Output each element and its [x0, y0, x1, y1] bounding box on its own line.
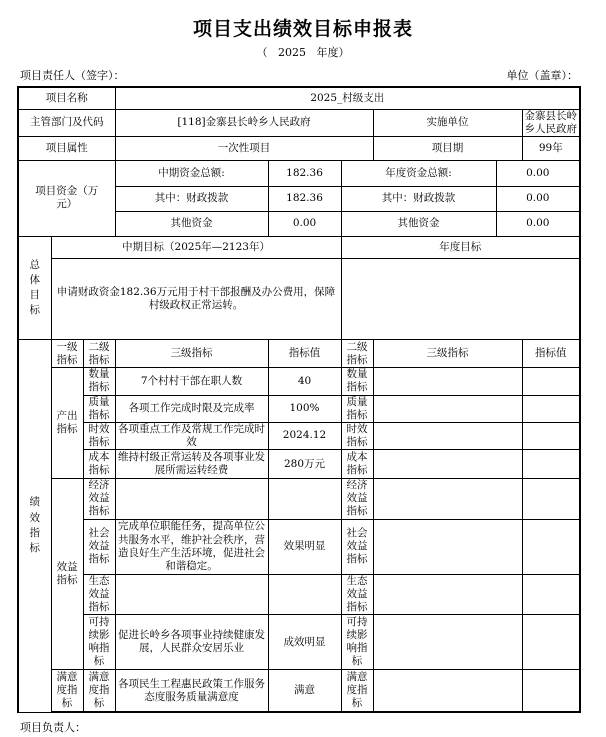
r-lvl2-cell: 经济效益指标 [341, 479, 373, 519]
r-lvl2-cell: 满意度指标 [341, 670, 373, 712]
lvl3-cell: 7个村村干部在职人数 [115, 368, 268, 395]
dept-row [18, 109, 580, 136]
performance-indicators-label: 绩效指标 [18, 340, 51, 712]
r-lvl3-cell [373, 368, 522, 395]
value-cell: 效果明显 [268, 519, 341, 574]
table-row [18, 670, 580, 712]
effect-indicators-label: 效益指标 [51, 479, 83, 670]
r-value-cell [522, 615, 580, 670]
mid-goal-text: 申请财政资金182.36万元用于村干部报酬及办公费用，保障村级政权正常运转。 [51, 259, 341, 340]
table-row [18, 450, 580, 479]
r-lvl3-cell [373, 519, 522, 574]
period-value: 99年 [522, 136, 580, 160]
r-value-cell [522, 479, 580, 519]
dept-label: 主管部门及代码 [18, 109, 115, 136]
year-open: （ [256, 46, 268, 59]
table-row [18, 368, 580, 395]
annual-total-label: 年度资金总额: [341, 160, 496, 186]
goals-header-row [18, 237, 580, 259]
r-lvl2-header: 二级指标 [341, 340, 373, 368]
perf-header-row [18, 340, 580, 368]
table-row [18, 395, 580, 422]
r-lvl3-cell [373, 615, 522, 670]
year-line [0, 44, 606, 60]
project-leader-label: 项目负责人： [20, 721, 86, 734]
lvl3-cell: 各项重点工作及常规工作完成时效 [115, 422, 268, 449]
r-value-cell [522, 670, 580, 712]
lvl2-cell: 数量指标 [83, 368, 115, 395]
r-lvl3-cell [373, 479, 522, 519]
r-value-cell [522, 450, 580, 479]
lvl3-cell [115, 574, 268, 614]
mid-total-value: 182.36 [268, 160, 341, 186]
lvl3-cell: 促进长岭乡各项事业持续健康发展，人民群众安居乐业 [115, 615, 268, 670]
r-value-cell [522, 395, 580, 422]
lvl2-cell: 满意度指标 [83, 670, 115, 712]
lvl1-header: 一级指标 [51, 340, 83, 368]
period-label: 项目期 [373, 136, 522, 160]
table-row [18, 519, 580, 574]
lvl3-header: 三级指标 [115, 340, 268, 368]
project-name-value: 2025_村级支出 [115, 87, 580, 109]
lvl2-cell: 可持续影响指标 [83, 615, 115, 670]
r-lvl3-cell [373, 395, 522, 422]
funds-total-row [18, 160, 580, 186]
value-cell [268, 574, 341, 614]
value-cell: 40 [268, 368, 341, 395]
goals-content-row [18, 259, 580, 340]
r-lvl2-cell: 可持续影响指标 [341, 615, 373, 670]
year-unit: 年度） [316, 46, 350, 59]
impl-unit-label: 实施单位 [373, 109, 522, 136]
r-lvl2-cell: 生态效益指标 [341, 574, 373, 614]
value-cell: 2024.12 [268, 422, 341, 449]
lvl2-cell: 生态效益指标 [83, 574, 115, 614]
r-lvl2-cell: 时效指标 [341, 422, 373, 449]
value-header: 指标值 [268, 340, 341, 368]
mid-fiscal-value: 182.36 [268, 186, 341, 211]
lvl2-cell: 质量指标 [83, 395, 115, 422]
r-lvl2-cell: 质量指标 [341, 395, 373, 422]
value-cell: 280万元 [268, 450, 341, 479]
value-cell [268, 479, 341, 519]
lvl2-cell: 经济效益指标 [83, 479, 115, 519]
mid-fiscal-label: 其中：财政拨款 [115, 186, 268, 211]
table-row [18, 574, 580, 614]
r-lvl3-cell [373, 574, 522, 614]
r-value-cell [522, 422, 580, 449]
mid-total-label: 中期资金总额: [115, 160, 268, 186]
performance-form-table [17, 86, 581, 713]
table-row [18, 615, 580, 670]
lvl2-cell: 成本指标 [83, 450, 115, 479]
lvl3-cell: 维持村级正常运转及各项事业发展所需运转经费 [115, 450, 268, 479]
r-lvl2-cell: 数量指标 [341, 368, 373, 395]
r-value-header: 指标值 [522, 340, 580, 368]
lvl2-cell: 社会效益指标 [83, 519, 115, 574]
table-row [18, 422, 580, 449]
annual-fiscal-label: 其中：财政拨款 [341, 186, 496, 211]
output-indicators-label: 产出指标 [51, 368, 83, 479]
lvl2-cell: 时效指标 [83, 422, 115, 449]
value-cell: 成效明显 [268, 615, 341, 670]
annual-other-label: 其他资金 [341, 211, 496, 236]
annual-goal-text [341, 259, 580, 340]
r-value-cell [522, 368, 580, 395]
value-cell: 100% [268, 395, 341, 422]
annual-goal-header: 年度目标 [341, 237, 580, 259]
satisfaction-indicators-label: 满意度指标 [51, 670, 83, 712]
r-lvl3-cell [373, 422, 522, 449]
lvl3-cell: 各项民生工程惠民政策工作服务态度服务质量满意度 [115, 670, 268, 712]
project-name-label: 项目名称 [18, 87, 115, 109]
lvl2-header: 二级指标 [83, 340, 115, 368]
responsible-signature-label: 项目责任人（签字）： [20, 69, 125, 82]
attr-label: 项目属性 [18, 136, 115, 160]
unit-seal-label: 单位（盖章）： [506, 69, 578, 82]
annual-fiscal-value: 0.00 [496, 186, 580, 211]
r-lvl3-cell [373, 670, 522, 712]
lvl3-cell: 各项工作完成时限及完成率 [115, 395, 268, 422]
r-value-cell [522, 574, 580, 614]
lvl3-cell: 完成单位职能任务，提高单位公共服务水平，维护社会秩序，营造良好生产生活环境，促进社会和谐稳定。 [115, 519, 268, 574]
page-title: 项目支出绩效目标申报表 [192, 18, 413, 40]
attr-value: 一次性项目 [115, 136, 373, 160]
mid-other-label: 其他资金 [115, 211, 268, 236]
mid-other-value: 0.00 [268, 211, 341, 236]
lvl3-cell [115, 479, 268, 519]
funds-label: 项目资金（万元） [18, 160, 115, 236]
r-lvl3-cell [373, 450, 522, 479]
r-value-cell [522, 519, 580, 574]
r-lvl2-cell: 成本指标 [341, 450, 373, 479]
annual-total-value: 0.00 [496, 160, 580, 186]
annual-other-value: 0.00 [496, 211, 580, 236]
attr-row [18, 136, 580, 160]
r-lvl3-header: 三级指标 [373, 340, 522, 368]
mid-goal-header: 中期目标（2025年—2123年） [51, 237, 341, 259]
project-name-row [18, 87, 580, 109]
year-value: 2025 [278, 46, 306, 59]
table-row [18, 479, 580, 519]
overall-goals-label: 总体目标 [18, 237, 51, 340]
impl-unit-value: 金寨县长岭乡人民政府 [522, 109, 580, 136]
r-lvl2-cell: 社会效益指标 [341, 519, 373, 574]
value-cell: 满意 [268, 670, 341, 712]
dept-value: [118]金寨县长岭乡人民政府 [115, 109, 373, 136]
